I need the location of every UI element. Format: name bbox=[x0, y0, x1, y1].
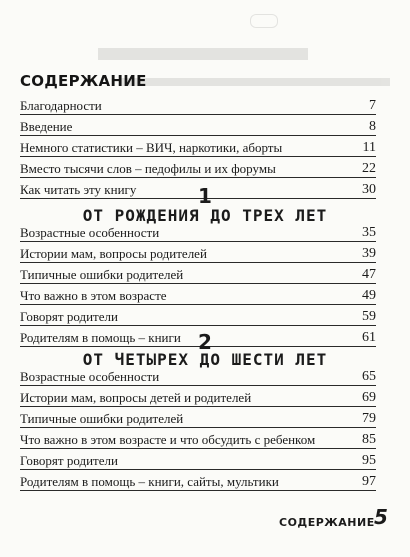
toc-entry bbox=[20, 450, 376, 471]
toc-entry bbox=[20, 429, 376, 450]
toc-entry bbox=[20, 243, 376, 264]
toc-entry-page: 22 bbox=[362, 161, 376, 176]
toc-entry-page: 7 bbox=[369, 98, 376, 113]
toc-entry bbox=[20, 137, 376, 158]
toc-entry bbox=[20, 366, 376, 387]
toc-entry-title: Истории мам, вопросы детей и родителей bbox=[20, 390, 252, 405]
toc-entry-title: Говорят родители bbox=[20, 309, 118, 324]
toc-entry-page: 8 bbox=[369, 119, 376, 134]
toc-entry bbox=[20, 264, 376, 285]
toc-entry-page: 35 bbox=[362, 225, 376, 240]
toc-entry bbox=[20, 116, 376, 137]
toc-entry-title: Возрастные особенности bbox=[20, 369, 160, 384]
toc-entry-page: 97 bbox=[362, 474, 376, 489]
toc-entry-page: 95 bbox=[362, 453, 376, 468]
toc-entry-title: Что важно в этом возрасте и что обсудить с ребенком bbox=[20, 432, 316, 447]
toc-entry-page: 65 bbox=[362, 369, 376, 384]
toc-entry bbox=[20, 408, 376, 429]
toc-entry-title: Истории мам, вопросы родителей bbox=[20, 246, 207, 261]
toc-entry-title: Типичные ошибки родителей bbox=[20, 267, 184, 282]
toc-entry-title: Возрастные особенности bbox=[20, 225, 160, 240]
toc-entry-page: 59 bbox=[362, 309, 376, 324]
page-title: СОДЕРЖАНИЕ bbox=[20, 72, 147, 90]
toc-entry bbox=[20, 95, 376, 116]
toc-entry-page: 39 bbox=[362, 246, 376, 261]
toc-entry-title: Родителям в помощь – книги bbox=[20, 330, 181, 345]
toc-entry-page: 49 bbox=[362, 288, 376, 303]
toc-entry bbox=[20, 285, 376, 306]
chapter-number: 1 bbox=[198, 184, 212, 208]
bleed-through-mark bbox=[120, 78, 390, 86]
toc-entry-title: Как читать эту книгу bbox=[20, 182, 137, 197]
toc-entry bbox=[20, 158, 376, 179]
toc-entry-title: Благодарности bbox=[20, 98, 102, 113]
bleed-through-mark bbox=[98, 48, 308, 60]
bleed-through-mark bbox=[250, 14, 278, 28]
toc-entry bbox=[20, 471, 376, 492]
toc-entry-page: 69 bbox=[362, 390, 376, 405]
toc-entry-title: Введение bbox=[20, 119, 73, 134]
toc-entry-page: 79 bbox=[362, 411, 376, 426]
toc-entry-page: 85 bbox=[362, 432, 376, 447]
chapter-number: 2 bbox=[198, 330, 212, 354]
toc-entry-page: 61 bbox=[362, 330, 376, 345]
chapter-title: ОТ РОЖДЕНИЯ ДО ТРЕХ ЛЕТ bbox=[82, 206, 328, 225]
toc-entry-title: Вместо тысячи слов – педофилы и их форумы bbox=[20, 161, 276, 176]
running-footer-label: СОДЕРЖАНИЕ bbox=[279, 516, 375, 529]
toc-entry-page: 11 bbox=[362, 140, 376, 155]
toc-entry-title: Говорят родители bbox=[20, 453, 118, 468]
toc-entry-page: 47 bbox=[362, 267, 376, 282]
toc-entry bbox=[20, 306, 376, 327]
toc-entry-title: Типичные ошибки родителей bbox=[20, 411, 184, 426]
toc-entry-title: Что важно в этом возрасте bbox=[20, 288, 167, 303]
toc-entry-page: 30 bbox=[362, 182, 376, 197]
toc-entry-title: Немного статистики – ВИЧ, наркотики, аборты bbox=[20, 140, 283, 155]
toc-entry-title: Родителям в помощь – книги, сайты, мультики bbox=[20, 474, 279, 489]
chapter-title: ОТ ЧЕТЫРЕХ ДО ШЕСТИ ЛЕТ bbox=[82, 350, 328, 369]
page-number: 5 bbox=[374, 505, 388, 529]
toc-chapter-2-list bbox=[20, 366, 376, 492]
toc-entry bbox=[20, 222, 376, 243]
toc-entry bbox=[20, 387, 376, 408]
